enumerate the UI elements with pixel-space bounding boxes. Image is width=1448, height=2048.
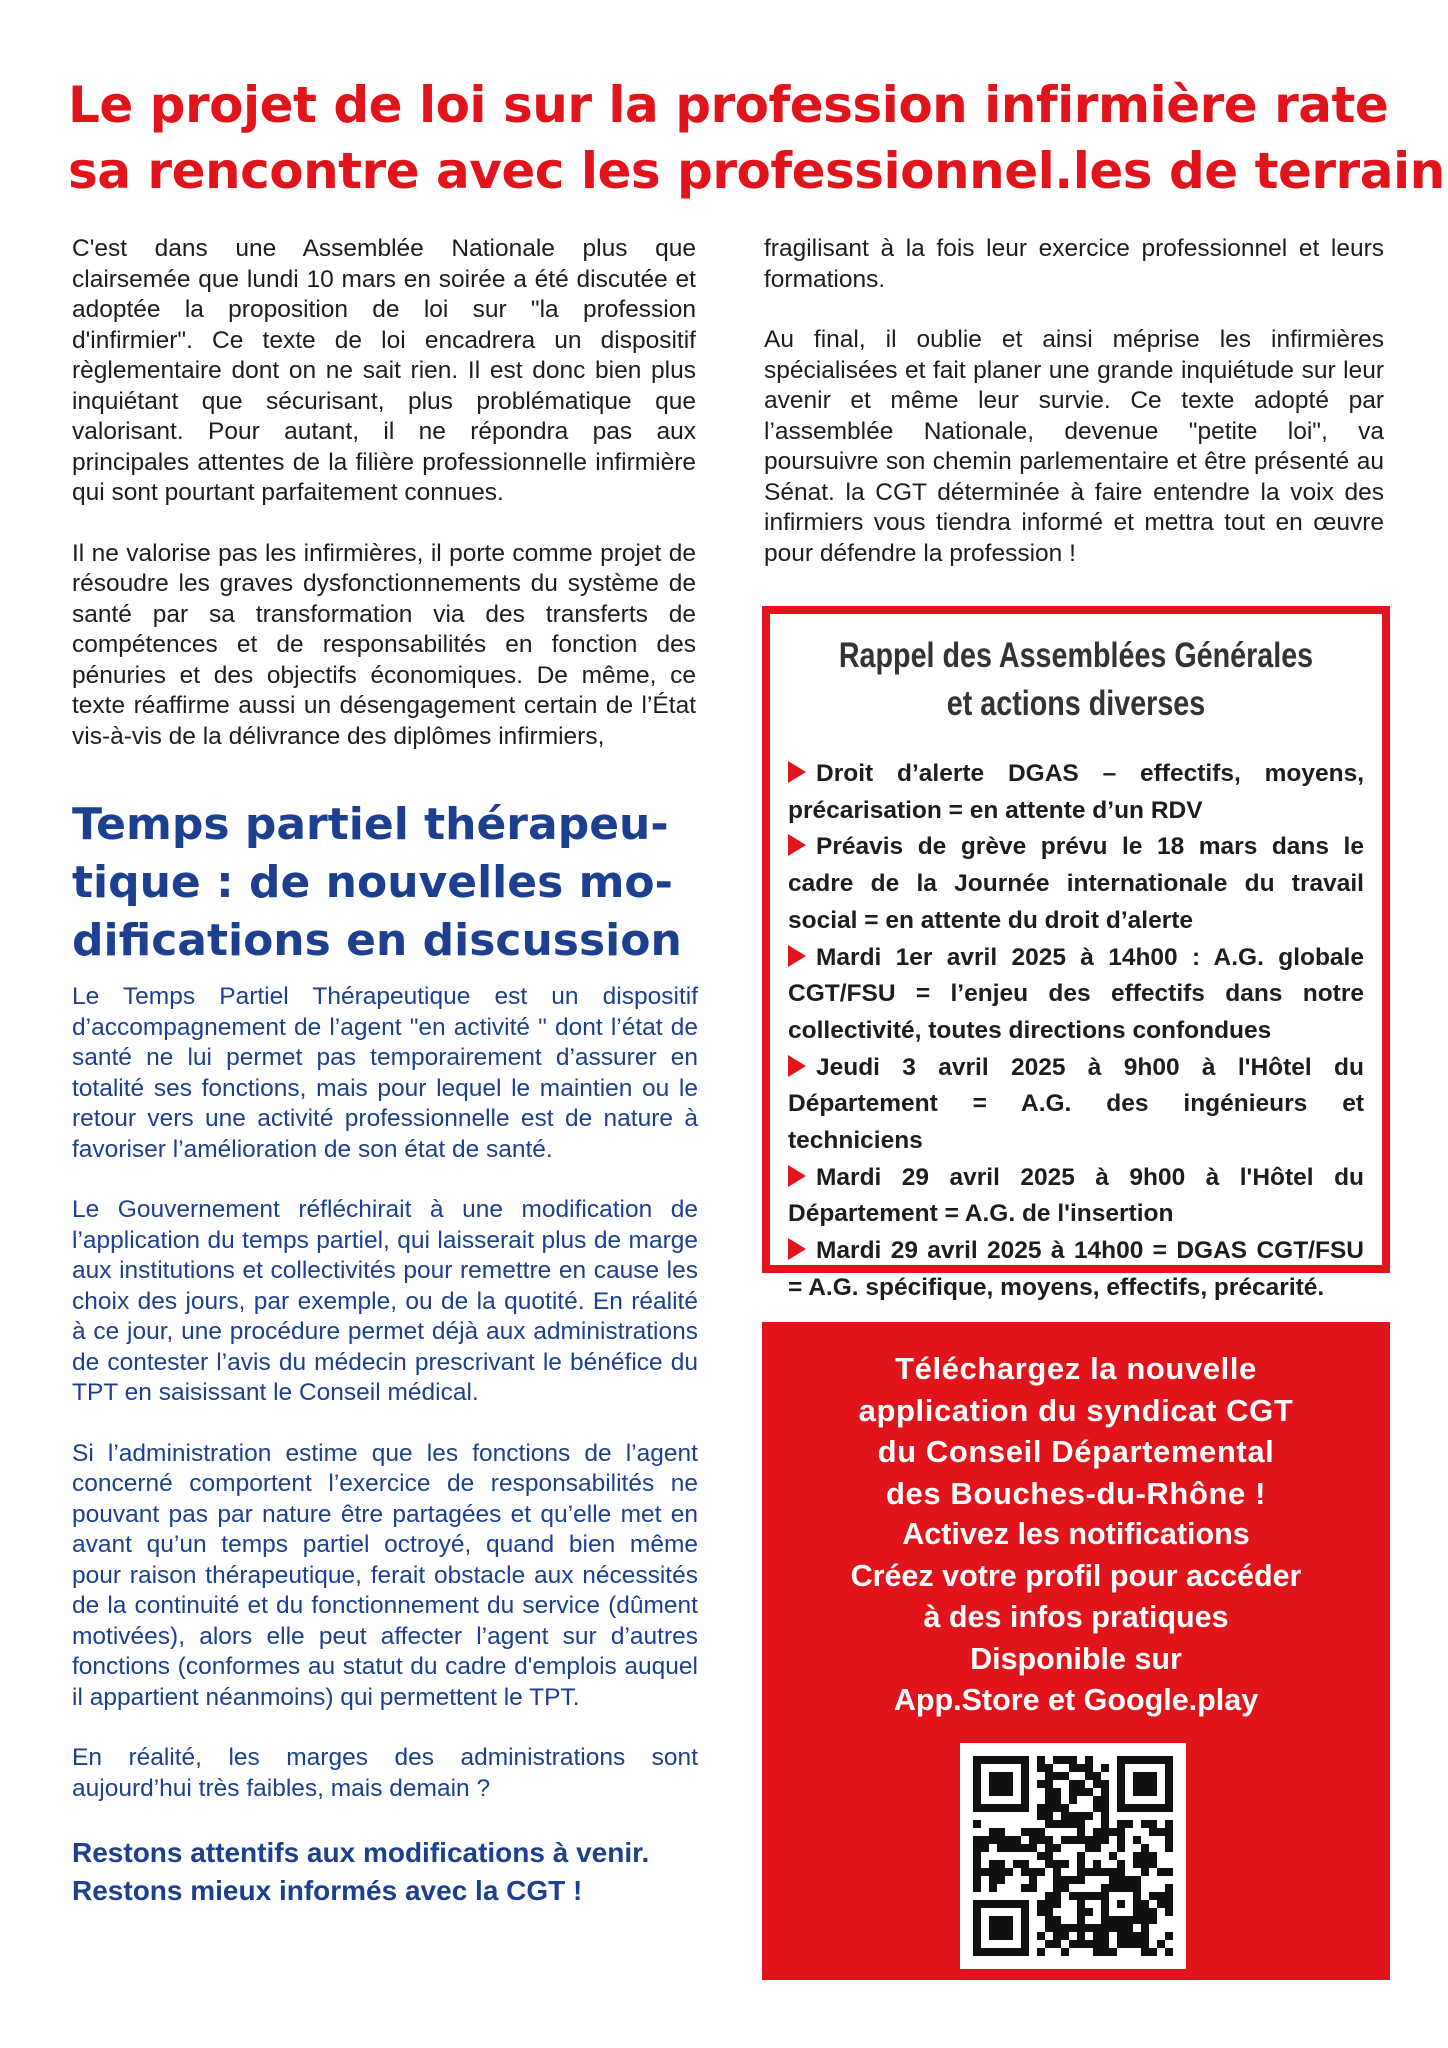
article-paragraph: C'est dans une Assemblée Nationale plus que clairsemée que lundi 10 mars en soirée a été discutée et adoptée la proposition de loi sur "la profession d'infirmier". Ce texte de loi encadrera un dispositif règlementaire dont on ne sait rien. Il est donc bien plus inquiétant que sécurisant, plus problématique que valorisant. Pour autant, il ne répondra pas aux principales attentes de la filière professionnelle infirmière qui sont pourtant parfaitement connues. bbox=[72, 235, 696, 506]
tpt-section-title bbox=[72, 796, 712, 970]
tpt-paragraph: En réalité, les marges des administrations sont aujourd’hui très faibles, mais demain ? bbox=[72, 1744, 698, 1802]
triangle-right-icon bbox=[788, 1165, 806, 1187]
promo-line: Créez votre profil pour accéder bbox=[850, 1558, 1302, 1593]
triangle-right-icon bbox=[788, 945, 806, 967]
promo-line: application du syndicat CGT bbox=[858, 1392, 1294, 1428]
tpt-paragraph: Le Gouvernement réfléchirait à une modification de l’application du temps partiel, qui laisserait plus de marge aux institutions et collectivités pour remettre en cause les choix des jours, par exemple, ou de la quotité. En réalité à ce jour, une procédure permet déjà aux administrations de contester l’avis du médecin prescrivant le bénéfice du TPT en saisissant le Conseil médical. bbox=[72, 1196, 698, 1406]
assemblies-title-line: Rappel des Assemblées Générales bbox=[838, 636, 1314, 675]
assemblies-list bbox=[788, 756, 1364, 1307]
page-title bbox=[68, 72, 1445, 204]
promo-line: App.Store et Google.play bbox=[893, 1683, 1259, 1717]
article-paragraph: Il ne valorise pas les infirmières, il porte comme projet de résoudre les graves dysfonctionnements du système de santé par sa transformation via des transferts de compétences et de responsabilités en fonction des pénuries et des objectifs économiques. De même, ce texte réaffirme aussi un désengagement certain de l’État vis-à-vis de la délivrance des diplômes infirmiers, bbox=[72, 539, 696, 750]
promo-line: Activez les notifications bbox=[902, 1517, 1250, 1551]
article-paragraph: Au final, il oublie et ainsi méprise les infirmières spécialisées et fait planer une grande inquiétude sur leur avenir et même leur survie. Ce texte adopté par l’assemblée Nationale, devenue "petite loi", va poursuivre son chemin parlementaire et être présenté au Sénat. la CGT déterminée à faire entendre la voix des infirmiers vous tiendra informé et mettra tout en œuvre pour défendre la profession ! bbox=[764, 326, 1384, 567]
list-item-text: Préavis de grève prévu le 18 mars dans le cadre de la Journée internationale du travail social = en attente du droit d’alerte bbox=[788, 833, 1364, 934]
assemblies-reminder-box bbox=[762, 606, 1390, 1301]
tpt-article bbox=[72, 982, 698, 1910]
list-item-text: Jeudi 3 avril 2025 à 9h00 à l'Hôtel du Département = A.G. des ingénieurs et techniciens bbox=[788, 1053, 1364, 1155]
closing-line: Restons attentifs aux modifications à venir. bbox=[72, 1837, 650, 1868]
list-item bbox=[788, 756, 1364, 829]
list-item bbox=[788, 1050, 1364, 1160]
assemblies-title-line: et actions diverses bbox=[946, 684, 1206, 723]
promo-line: Disponible sur bbox=[970, 1641, 1182, 1676]
triangle-right-icon bbox=[788, 1055, 806, 1077]
list-item bbox=[788, 940, 1364, 1050]
promo-line: à des infos pratiques bbox=[923, 1600, 1229, 1634]
qr-code-icon[interactable] bbox=[960, 1743, 1186, 1969]
qr-code-graphic bbox=[973, 1756, 1173, 1956]
list-item-text: Mardi 1er avril 2025 à 14h00 : A.G. globale CGT/FSU = l’enjeu des effectifs dans notre collectivité, toutes directions confondues bbox=[788, 943, 1364, 1044]
list-item bbox=[788, 1233, 1364, 1306]
list-item bbox=[788, 829, 1364, 939]
article-paragraph: fragilisant à la fois leur exercice professionnel et leurs formations. bbox=[764, 235, 1384, 293]
tpt-title-line: tique : de nouvelles mo- bbox=[72, 857, 673, 908]
list-item bbox=[788, 1160, 1364, 1233]
promo-line: du Conseil Départemental bbox=[877, 1434, 1275, 1469]
promo-line: Téléchargez la nouvelle bbox=[895, 1351, 1257, 1386]
tpt-paragraph: Le Temps Partiel Thérapeutique est un dispositif d’accompagnement de l’agent "en activité " dont l’état de santé ne lui permet pas temporairement d’assurer en totalité ses fonctions, mais pour lequel le maintien ou le retour vers une activité professionnelle est de nature à favoriser l’amélioration de son état de santé. bbox=[72, 983, 698, 1163]
tpt-title-line: difications en discussion bbox=[72, 915, 682, 966]
list-item-text: Mardi 29 avril 2025 à 9h00 à l'Hôtel du Département = A.G. de l'insertion bbox=[788, 1163, 1364, 1228]
assemblies-title bbox=[825, 632, 1327, 728]
tpt-paragraph: Si l’administration estime que les fonctions de l’agent concerné comportent l’exercice de responsabilités ne pouvant pas par nature être partagées et qu’elle met en avant qu’un temps partiel octroyé, quand bien même pour raison thérapeutique, ferait obstacle aux nécessités de la continuité et du fonctionnement du service (dûment motivées), alors elle peut affecter l’agent sur d’autres fonctions (conformes au statut du cadre d'emplois auquel il appartient néanmoins) qui permettent le TPT. bbox=[72, 1439, 698, 1711]
title-line-2: sa rencontre avec les professionnel.les de terrain bbox=[68, 142, 1445, 200]
title-line-1: Le projet de loi sur la profession infirmière rate bbox=[68, 76, 1389, 134]
promo-text bbox=[762, 1348, 1390, 1722]
triangle-right-icon bbox=[788, 1238, 806, 1260]
list-item-text: Droit d’alerte DGAS – effectifs, moyens, précarisation = en attente d’un RDV bbox=[788, 760, 1364, 824]
closing-line: Restons mieux informés avec la CGT ! bbox=[72, 1875, 583, 1906]
app-download-promo bbox=[762, 1322, 1390, 1980]
triangle-right-icon bbox=[788, 834, 806, 856]
triangle-right-icon bbox=[788, 761, 806, 783]
closing-message bbox=[72, 1834, 698, 1910]
list-item-text: Mardi 29 avril 2025 à 14h00 = DGAS CGT/FSU = A.G. spécifique, moyens, effectifs, précarité. bbox=[788, 1237, 1364, 1301]
promo-line: des Bouches-du-Rhône ! bbox=[885, 1475, 1267, 1511]
tpt-title-line: Temps partiel thérapeu- bbox=[72, 799, 669, 850]
article-infirmiere-left bbox=[72, 234, 696, 782]
article-infirmiere-right bbox=[764, 234, 1384, 599]
